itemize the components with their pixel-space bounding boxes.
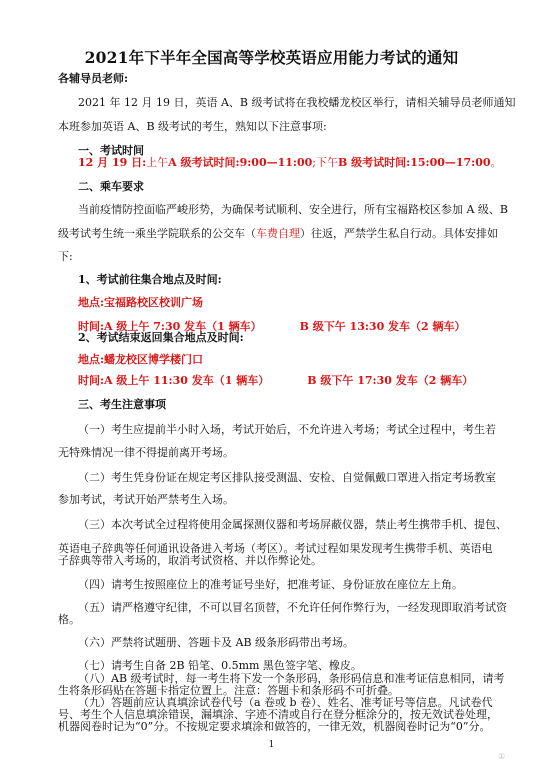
bus-para-line-2 xyxy=(58,227,498,241)
notes-line: （五）请严格遵守纪律，不可以冒名顶替，不允许任何作弊行为，一经发现即取消考试资 xyxy=(78,601,507,614)
exam-time-am-prefix: 上午 xyxy=(146,156,169,169)
exam-time-a: A 级考试时间:9:00—11:00 xyxy=(168,156,313,169)
bus-subheading-departure: 1、考试前往集合地点及时间: xyxy=(78,273,222,286)
bus-para-line-2-b: ）往返，严禁学生私自行动。具体安排如 xyxy=(300,227,498,240)
notes-line: （三）本次考试全过程将使用金属探测仪器和考场屏蔽仪器，禁止考生携带手机、提包、 xyxy=(78,518,507,531)
section-heading-notes: 三、考生注意事项 xyxy=(78,398,166,411)
intro-line-2: 本班参加英语 A、B 级考试的考生，熟知以下注意事项: xyxy=(58,120,327,133)
notes-line: 机器阅卷时记为“0”分。不按规定要求填涂和做答的，一律无效，机器阅卷时记为“0”分。 xyxy=(58,720,491,733)
notes-line: （一）考生应提前半小时入场，考试开始后，不允许进入考场；考试全过程中，考生若 xyxy=(78,423,496,436)
notes-line: （二）考生凭身份证在规定考区排队接受测温、安检、自觉佩戴口罩进入指定考场教室 xyxy=(78,471,496,484)
corner-mark: ① xyxy=(498,752,506,761)
intro-line-1: 2021 年 12 月 19 日，英语 A、B 级考试将在我校蟠龙校区举行，请相关辅导员老师通知 xyxy=(78,96,516,109)
salutation: 各辅导员老师: xyxy=(58,72,129,85)
notes-line: （九）答题前应认真填涂试卷代号（a 卷或 b 卷）、姓名、准考证号等信息。凡试卷代 xyxy=(78,696,493,709)
return-place: 地点:蟠龙校区博学楼门口 xyxy=(78,353,204,366)
exam-time-line xyxy=(78,156,502,170)
notes-line: 参加考试，考试开始严禁考生入场。 xyxy=(58,493,234,506)
notes-line: （八）AB 级考试时，每一考生将下发一个条形码，条形码信息和准考证信息相同，请考 xyxy=(78,672,505,685)
notes-line: （六）严禁将试题册、答题卡及 AB 级条形码带出考场。 xyxy=(78,636,355,649)
document-title: 2021年下半年全国高等学校英语应用能力考试的通知 xyxy=(84,48,459,67)
exam-time-b: B 级考试时间:15:00—17:00 xyxy=(338,156,491,169)
notes-line: 格。 xyxy=(58,613,80,626)
section-heading-bus: 二、乘车要求 xyxy=(78,180,144,193)
bus-para-line-2-a: 级考试考生统一乘坐学院联系的公交车（ xyxy=(58,227,256,240)
departure-time-a: 时间:A 级上午 7:30 发车（1 辆车） xyxy=(78,320,262,333)
bus-para-line-3: 下: xyxy=(58,250,73,263)
notes-line: 生将条形码贴在答题卡指定位置上。注意：答题卡和条形码不可折叠。 xyxy=(58,684,399,697)
departure-place: 地点:宝福路校区校训广场 xyxy=(78,296,204,309)
notes-line: （四）请考生按照座位上的准考证号坐好，把准考证、身份证放在座位左上角。 xyxy=(78,578,463,591)
return-time xyxy=(78,374,473,388)
departure-time-b: B 级下午 13:30 发车（2 辆车） xyxy=(299,320,466,333)
bus-para-line-1: 当前疫情防控面临严峻形势，为确保考试顺利、安全进行，所有宝福路校区参加 A 级、B xyxy=(78,203,509,216)
notes-line: 子辞典等带入考场的，取消考试资格、并以作弊论处。 xyxy=(58,554,322,567)
notes-line: 无特殊情况一律不得提前离开考场。 xyxy=(58,446,234,459)
page-number: 1 xyxy=(268,740,275,750)
exam-time-pm-prefix: ;下午 xyxy=(312,156,339,169)
section-heading-time: 一、考试时间 xyxy=(78,144,144,157)
notes-line: 英语电子辞典等任何通讯设备进入考场（考区）。考试过程如果发现考生携带手机、英语电 xyxy=(58,542,493,555)
bus-subheading-return: 2、考试结束返回集合地点及时间: xyxy=(78,331,244,344)
bus-fare-note: 车费自理 xyxy=(256,227,300,240)
return-time-a: 时间:A 级上午 11:30 发车（1 辆车） xyxy=(78,374,270,387)
notes-line: 号、考生个人信息填涂错误，漏填涂、字迹不清或自行在登分框涂分的，按无效试卷处理， xyxy=(58,708,498,721)
notes-line: （七）请考生自备 2B 铅笔、0.5mm 黑色签字笔、橡皮。 xyxy=(78,659,362,672)
exam-date: 12 月 19 日: xyxy=(78,156,147,169)
return-time-b: B 级下午 17:30 发车（2 辆车） xyxy=(307,374,474,387)
exam-time-end: 。 xyxy=(490,156,502,169)
